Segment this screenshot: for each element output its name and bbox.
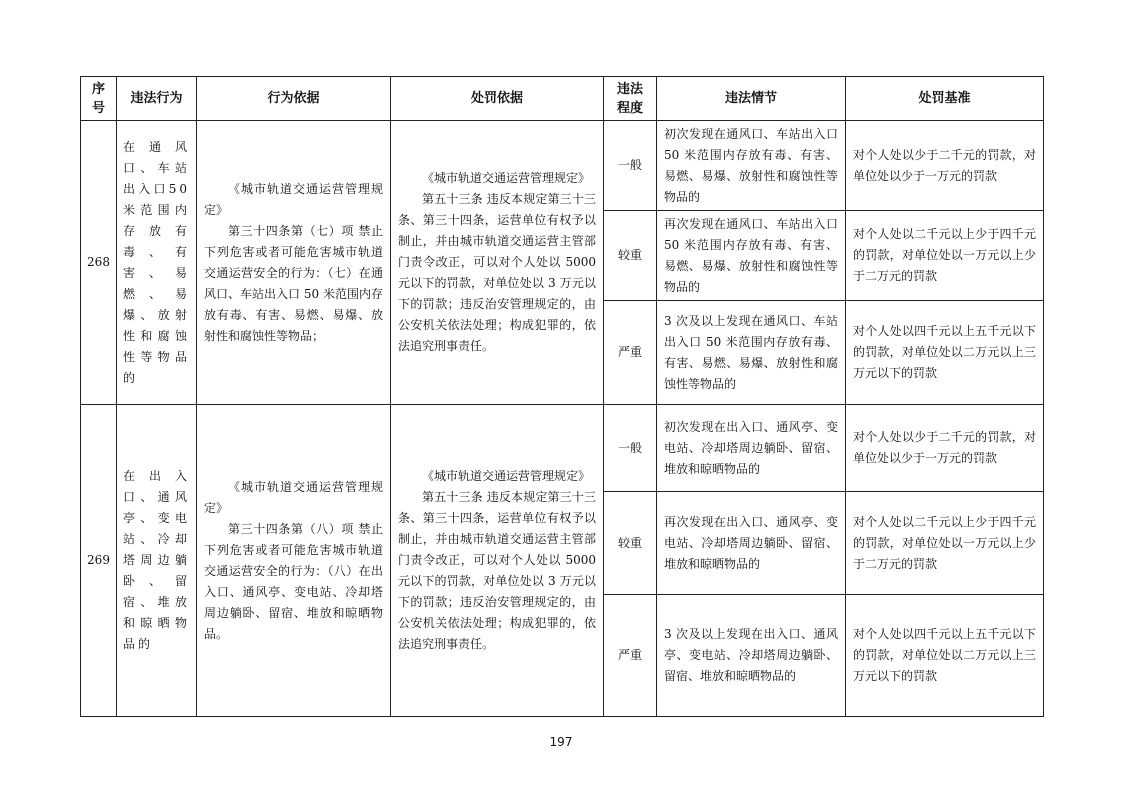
violation-cell: 在通风口、车站出入口50米范围内存放有毒、有害、易燃、易爆、放射性和腐蚀性等物品的 (117, 121, 197, 405)
penalty-standards-table (80, 76, 1044, 717)
degree-cell: 严重 (604, 595, 657, 717)
standard-cell: 对个人处以二千元以上少于四千元的罚款，对单位处以一万元以上少于二万元的罚款 (846, 492, 1044, 595)
situation-cell: 初次发现在出入口、通风亭、变电站、冷却塔周边躺卧、留宿、堆放和晾晒物品的 (657, 405, 846, 492)
penalty-basis-cell (391, 121, 604, 405)
situation-cell: 初次发现在通风口、车站出入口 50 米范围内存放有毒、有害、易燃、易爆、放射性和腐蚀性等物品的 (657, 121, 846, 211)
violation-cell: 在出入口、通风亭、变电站、冷却塔周边躺卧、留宿、堆放和晾晒物品的 (117, 405, 197, 717)
penalty-title: 《城市轨道交通运营管理规定》 (422, 469, 591, 483)
situation-cell: 再次发现在通风口、车站出入口 50 米范围内存放有毒、有害、易燃、易爆、放射性和腐蚀性等物品的 (657, 211, 846, 301)
standard-cell: 对个人处以四千元以上五千元以下的罚款，对单位处以二万元以上三万元以下的罚款 (846, 301, 1044, 405)
degree-cell: 严重 (604, 301, 657, 405)
penalty-text: 第五十三条 违反本规定第三十三条、第三十四条，运营单位有权予以制止，并由城市轨道交通运营主管部门责令改正，可以对个人处以 5000 元以下的罚款，对单位处以 3 万元以下的罚款；违反治安管理规定的，由公安机关依法处理；构成犯罪的，依法追究刑事责任。 (398, 490, 600, 651)
row-index: 269 (81, 405, 117, 717)
degree-cell: 一般 (604, 121, 657, 211)
penalty-basis-cell (391, 405, 604, 717)
header-situation: 违法情节 (657, 77, 846, 121)
standard-cell: 对个人处以少于二千元的罚款，对单位处以少于一万元的罚款 (846, 405, 1044, 492)
degree-cell: 较重 (604, 492, 657, 595)
situation-cell: 3 次及以上发现在出入口、通风亭、变电站、冷却塔周边躺卧、留宿、堆放和晾晒物品的 (657, 595, 846, 717)
standard-cell: 对个人处以四千元以上五千元以下的罚款，对单位处以二万元以上三万元以下的罚款 (846, 595, 1044, 717)
table-header-row (81, 77, 1044, 121)
table-row (81, 121, 1044, 211)
basis-text: 第三十四条第（八）项 禁止下列危害或者可能危害城市轨道交通运营安全的行为：（八）在出入口、通风亭、变电站、冷却塔周边躺卧、留宿、堆放和晾晒物品。 (204, 521, 383, 641)
page-number: 197 (549, 735, 573, 749)
header-violation: 违法行为 (117, 77, 197, 121)
header-index: 序号 (81, 77, 117, 121)
header-standard: 处罚基准 (846, 77, 1044, 121)
header-penalty-basis: 处罚依据 (391, 77, 604, 121)
header-behavior-basis: 行为依据 (197, 77, 391, 121)
degree-cell: 较重 (604, 211, 657, 301)
behavior-basis-cell (197, 405, 391, 717)
row-index: 268 (81, 121, 117, 405)
situation-cell: 再次发现在出入口、通风亭、变电站、冷却塔周边躺卧、留宿、堆放和晾晒物品的 (657, 492, 846, 595)
table-row (81, 405, 1044, 492)
penalty-title: 《城市轨道交通运营管理规定》 (422, 171, 591, 185)
basis-title: 《城市轨道交通运营管理规定》 (204, 181, 383, 217)
standard-cell: 对个人处以二千元以上少于四千元的罚款，对单位处以一万元以上少于二万元的罚款 (846, 211, 1044, 301)
behavior-basis-cell (197, 121, 391, 405)
penalty-text: 第五十三条 违反本规定第三十三条、第三十四条，运营单位有权予以制止，并由城市轨道交通运营主管部门责令改正，可以对个人处以 5000 元以下的罚款，对单位处以 3 万元以下的罚款；违反治安管理规定的，由公安机关依法处理；构成犯罪的，依法追究刑事责任。 (398, 192, 600, 353)
basis-title: 《城市轨道交通运营管理规定》 (204, 479, 383, 515)
basis-text: 第三十四条第（七）项 禁止下列危害或者可能危害城市轨道交通运营安全的行为：（七）在通风口、车站出入口 50 米范围内存放有毒、有害、易燃、易爆、放射性和腐蚀性等物品； (204, 223, 383, 343)
standard-cell: 对个人处以少于二千元的罚款，对单位处以少于一万元的罚款 (846, 121, 1044, 211)
header-degree: 违法程度 (604, 77, 657, 121)
situation-cell: 3 次及以上发现在通风口、车站出入口 50 米范围内存放有毒、有害、易燃、易爆、放射性和腐蚀性等物品的 (657, 301, 846, 405)
degree-cell: 一般 (604, 405, 657, 492)
